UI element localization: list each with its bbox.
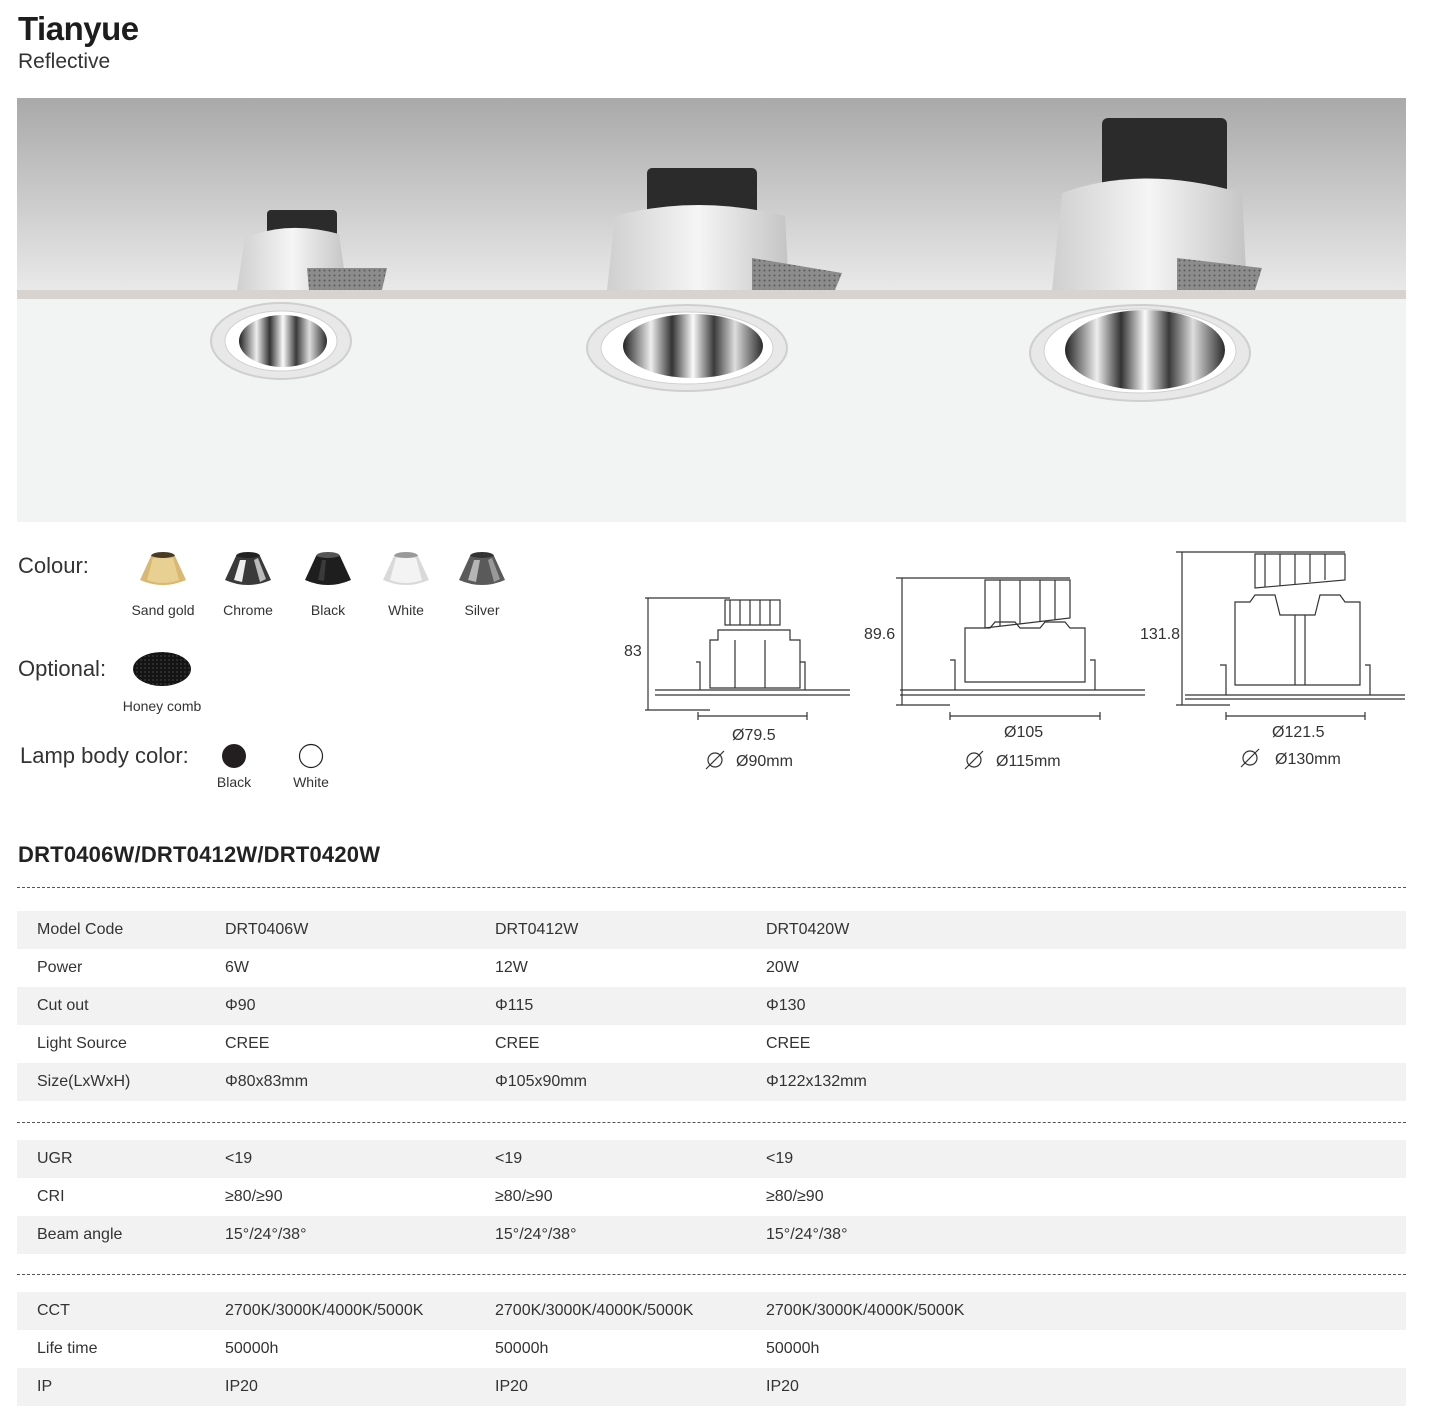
cutout-label: Ø115mm bbox=[996, 753, 1061, 770]
height-label: 89.6 bbox=[864, 626, 896, 643]
spec-value: Φ130 bbox=[766, 997, 806, 1014]
optional-name: Honey comb bbox=[122, 698, 202, 714]
reflector-swatch-icon bbox=[137, 548, 189, 592]
product-hero-image bbox=[17, 98, 1406, 522]
lamp-body-label: Lamp body color: bbox=[20, 743, 189, 768]
spec-value: 2700K/3000K/4000K/5000K bbox=[495, 1302, 694, 1319]
spec-value: <19 bbox=[225, 1150, 253, 1167]
reflector-swatch-icon bbox=[222, 548, 274, 592]
spec-value: CREE bbox=[766, 1035, 811, 1052]
spec-value: Φ122x132mm bbox=[766, 1073, 867, 1090]
cutout-label: Ø130mm bbox=[1275, 751, 1341, 768]
lamp-body-name: White bbox=[293, 774, 329, 790]
black-circle-icon bbox=[221, 743, 247, 769]
spec-value: DRT0412W bbox=[495, 921, 579, 938]
spec-label: Light Source bbox=[37, 1035, 127, 1052]
spec-row bbox=[17, 1025, 1406, 1063]
colour-option-white[interactable] bbox=[374, 548, 438, 618]
spec-row bbox=[17, 1063, 1406, 1101]
cutout-icon bbox=[965, 751, 983, 769]
reflector-swatch-icon bbox=[380, 548, 432, 592]
spec-value: Φ80x83mm bbox=[225, 1073, 309, 1090]
diameter-label: Ø121.5 bbox=[1272, 724, 1325, 741]
reflector-swatch-icon bbox=[302, 548, 354, 592]
spec-label: Model Code bbox=[37, 921, 124, 938]
spec-row bbox=[17, 949, 1406, 987]
spec-value: ≥80/≥90 bbox=[766, 1188, 824, 1205]
spec-label: CCT bbox=[37, 1302, 70, 1319]
diameter-label: Ø105 bbox=[1004, 724, 1044, 741]
spec-value: CREE bbox=[225, 1035, 270, 1052]
height-label: 131.8 bbox=[1140, 626, 1181, 643]
cutout-icon bbox=[1241, 749, 1259, 767]
colour-name: White bbox=[388, 602, 424, 618]
spec-value: 6W bbox=[225, 959, 249, 976]
spec-value: 15°/24°/38° bbox=[495, 1226, 577, 1243]
reflector-swatch-icon bbox=[456, 548, 508, 592]
lamp-body-name: Black bbox=[216, 774, 252, 790]
spec-value: 2700K/3000K/4000K/5000K bbox=[766, 1302, 965, 1319]
spec-label: IP bbox=[37, 1378, 53, 1395]
divider bbox=[17, 1122, 1406, 1123]
spec-row bbox=[17, 1178, 1406, 1216]
colour-name: Silver bbox=[464, 602, 500, 618]
spec-row bbox=[17, 1330, 1406, 1368]
dimension-drawing-large bbox=[1176, 552, 1405, 720]
optional-label: Optional: bbox=[18, 656, 107, 681]
dimension-drawing-medium bbox=[896, 578, 1145, 720]
spec-value: Φ90 bbox=[225, 997, 256, 1014]
spec-value: DRT0420W bbox=[766, 921, 850, 938]
spec-value: 2700K/3000K/4000K/5000K bbox=[225, 1302, 424, 1319]
spec-value: IP20 bbox=[495, 1378, 528, 1395]
spec-label: Power bbox=[37, 959, 83, 976]
spec-value: ≥80/≥90 bbox=[495, 1188, 553, 1205]
spec-value: 15°/24°/38° bbox=[766, 1226, 848, 1243]
spec-label: UGR bbox=[37, 1150, 73, 1167]
spec-label: Size(LxWxH) bbox=[37, 1073, 131, 1090]
lamp-body-option-white[interactable] bbox=[279, 743, 343, 790]
spec-row bbox=[17, 1368, 1406, 1406]
spec-value: CREE bbox=[495, 1035, 540, 1052]
spec-group-electrical bbox=[17, 1292, 1406, 1406]
white-circle-icon bbox=[298, 743, 324, 769]
spec-row bbox=[17, 987, 1406, 1025]
spec-row bbox=[17, 1140, 1406, 1178]
spec-row bbox=[17, 1216, 1406, 1254]
spec-value: Φ105x90mm bbox=[495, 1073, 587, 1090]
divider bbox=[17, 887, 1406, 888]
colour-option-chrome[interactable] bbox=[216, 548, 280, 618]
cutout-icon bbox=[706, 751, 724, 769]
spec-value: 50000h bbox=[766, 1340, 820, 1357]
spec-value: IP20 bbox=[225, 1378, 258, 1395]
optional-honey-comb[interactable] bbox=[121, 650, 203, 714]
dimension-drawing-small bbox=[645, 598, 850, 720]
spec-value: 50000h bbox=[225, 1340, 279, 1357]
spec-value: DRT0406W bbox=[225, 921, 309, 938]
spec-label: Life time bbox=[37, 1340, 98, 1357]
spec-label: CRI bbox=[37, 1188, 65, 1205]
colour-name: Chrome bbox=[223, 602, 273, 618]
colour-option-silver[interactable] bbox=[450, 548, 514, 618]
spec-value: <19 bbox=[495, 1150, 523, 1167]
colour-name: Black bbox=[310, 602, 346, 618]
dimension-drawings bbox=[600, 540, 1420, 790]
height-label: 83 bbox=[624, 643, 642, 660]
colour-option-black[interactable] bbox=[296, 548, 360, 618]
spec-value: 12W bbox=[495, 959, 528, 976]
cutout-label: Ø90mm bbox=[736, 753, 793, 770]
product-subtitle: Reflective bbox=[18, 50, 111, 73]
model-heading: DRT0406W/DRT0412W/DRT0420W bbox=[18, 842, 381, 867]
spec-group-basic bbox=[17, 911, 1406, 1101]
spec-value: <19 bbox=[766, 1150, 794, 1167]
spec-row bbox=[17, 1292, 1406, 1330]
spec-group-optical bbox=[17, 1140, 1406, 1254]
diameter-label: Ø79.5 bbox=[732, 727, 776, 744]
colour-name: Sand gold bbox=[131, 602, 195, 618]
spec-value: IP20 bbox=[766, 1378, 799, 1395]
colour-label: Colour: bbox=[18, 553, 89, 578]
divider bbox=[17, 1274, 1406, 1275]
spec-row bbox=[17, 911, 1406, 949]
spec-value: 15°/24°/38° bbox=[225, 1226, 307, 1243]
colour-option-sand-gold[interactable] bbox=[131, 548, 195, 618]
spec-value: 50000h bbox=[495, 1340, 549, 1357]
spec-label: Cut out bbox=[37, 997, 89, 1014]
product-title: Tianyue bbox=[18, 10, 139, 47]
spec-value: Φ115 bbox=[495, 997, 534, 1014]
spec-value: ≥80/≥90 bbox=[225, 1188, 283, 1205]
lamp-body-option-black[interactable] bbox=[202, 743, 266, 790]
honeycomb-icon bbox=[131, 650, 193, 688]
spec-value: 20W bbox=[766, 959, 799, 976]
spec-label: Beam angle bbox=[37, 1226, 123, 1243]
